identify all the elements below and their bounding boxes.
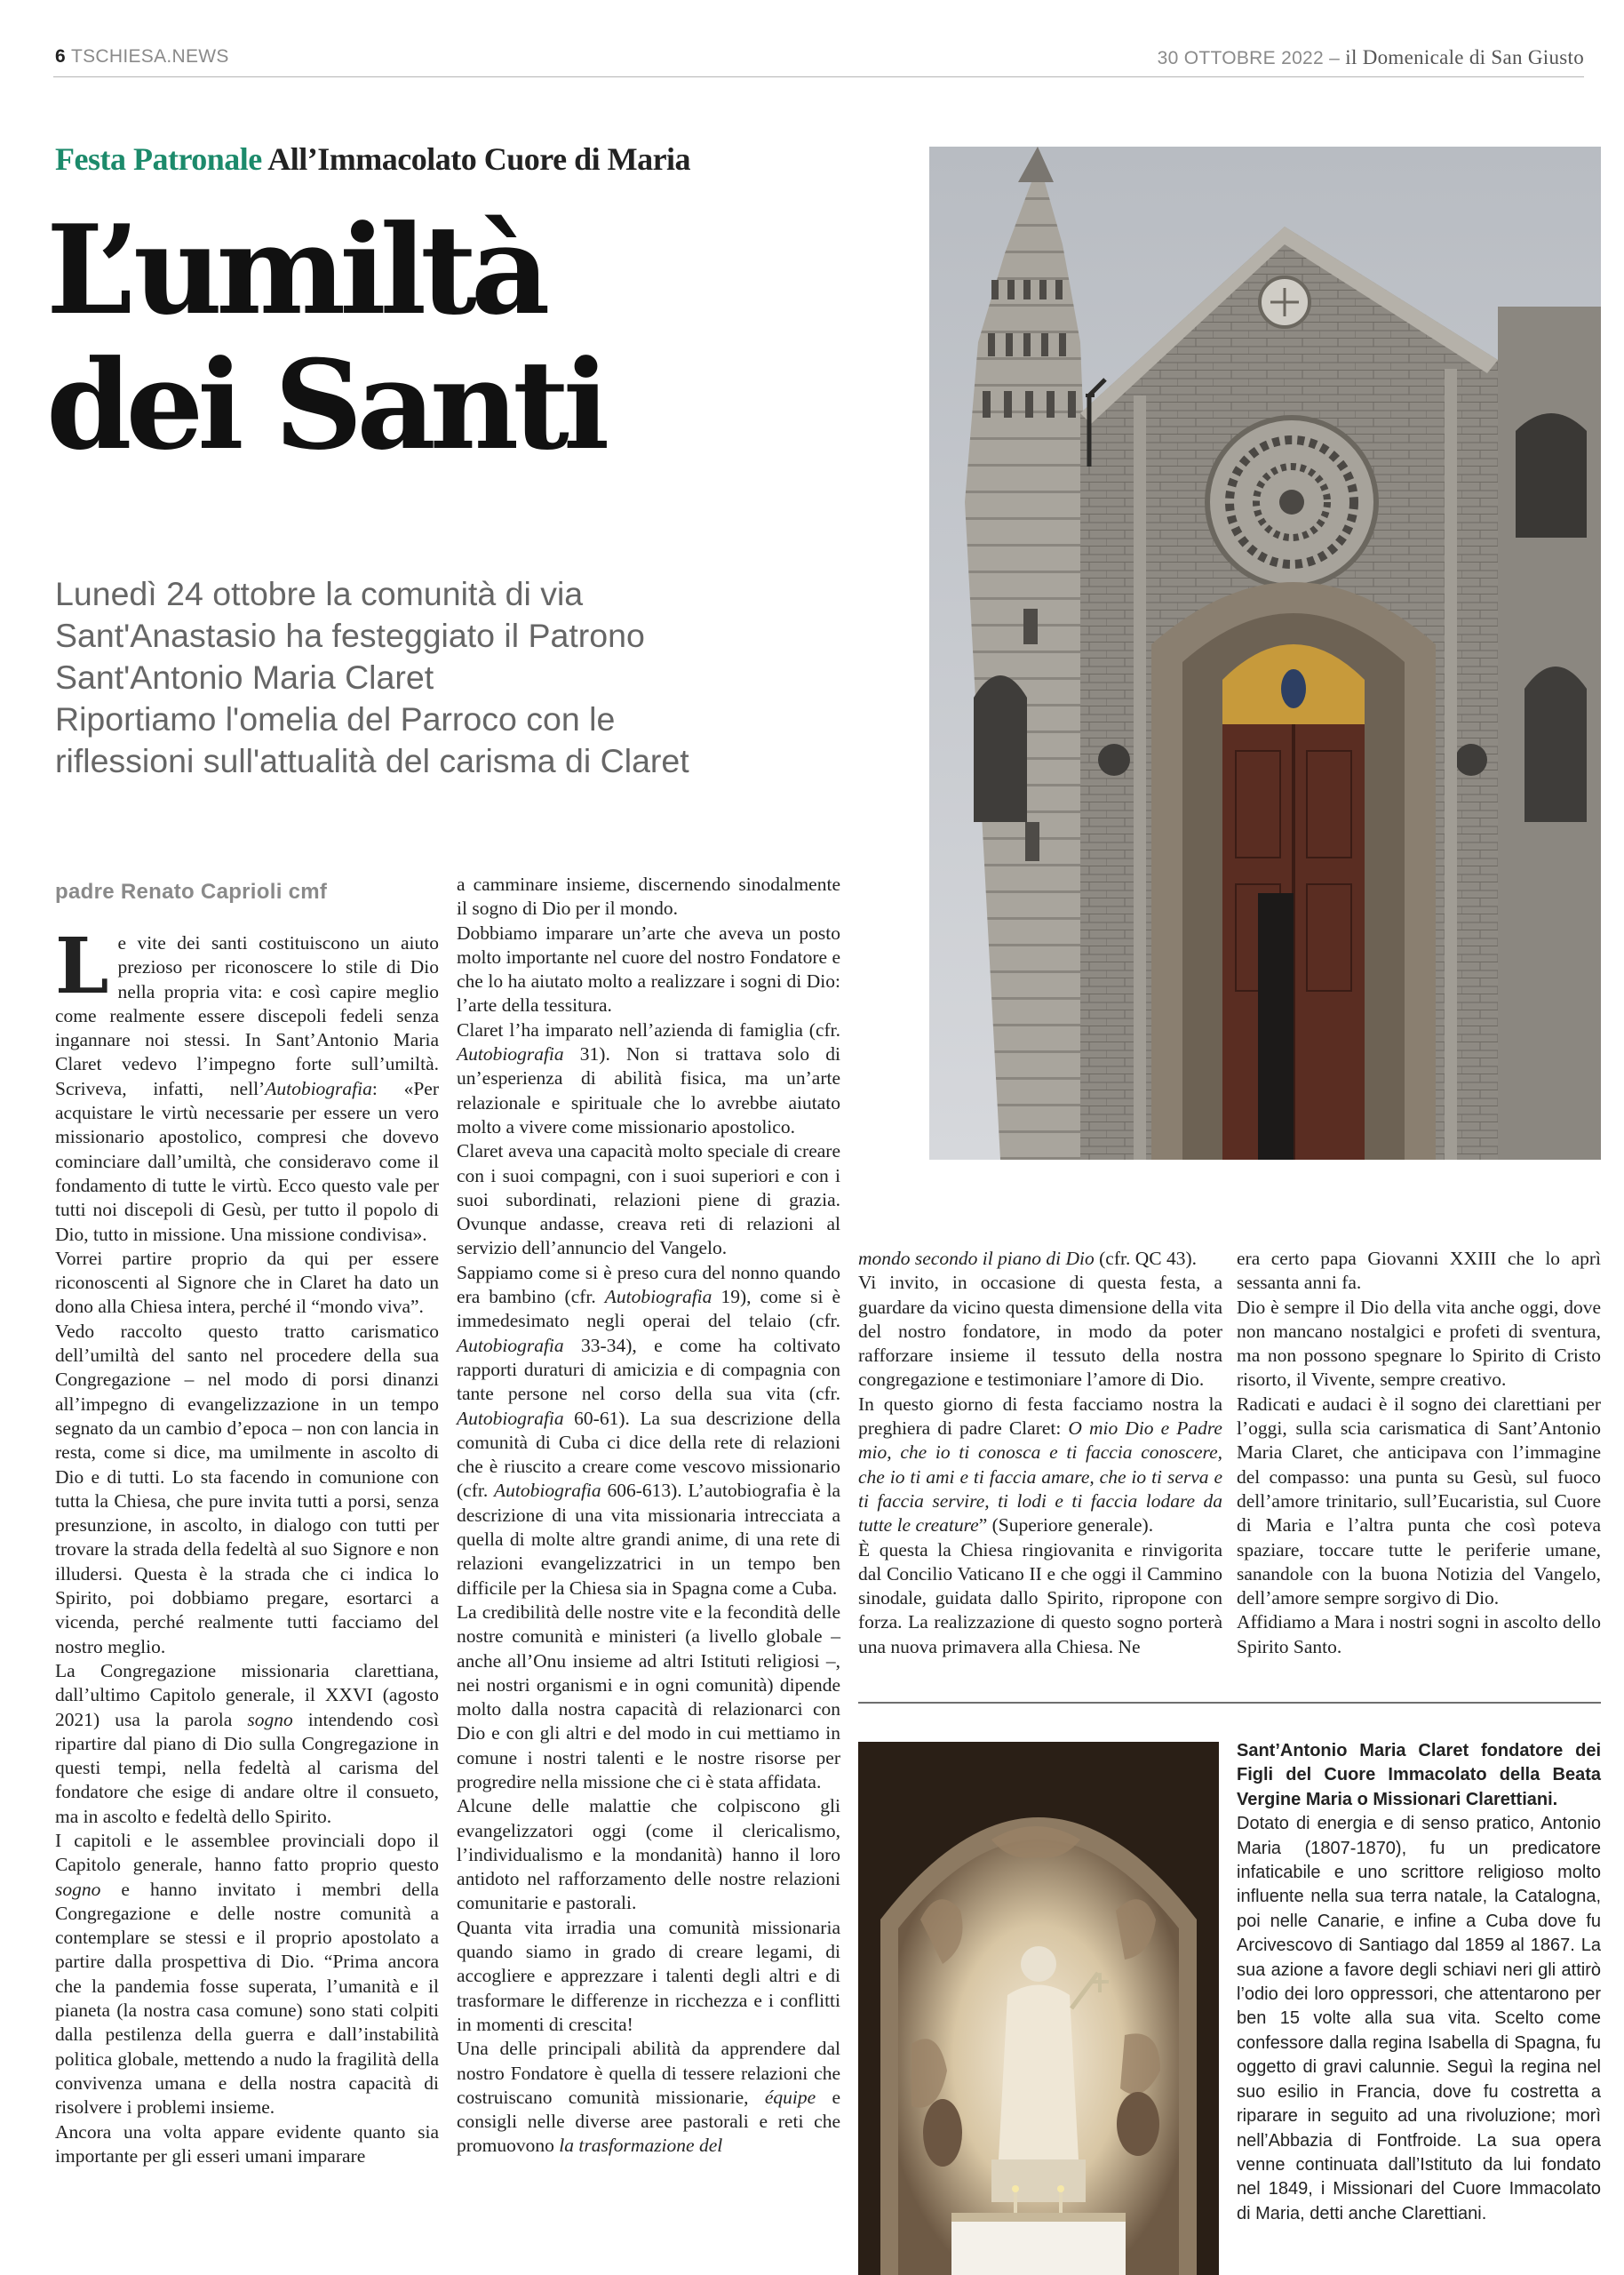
header-divider: [53, 76, 1584, 77]
paragraph: Dio è sempre il Dio della vita anche oggi, dove non mancano nostalgici e profeti di sventura, ma non possono spegnare lo Spirito di Cristo risorto, il Vivente, sempre creativo.: [1237, 1296, 1601, 1391]
subtitle-line: Lunedì 24 ottobre la comunità di via: [55, 575, 584, 612]
paragraph: I capitoli e le assemblee provinciali dopo il Capitolo generale, hanno fatto proprio questo sogno e hanno invitato i membri della Congregazione e delle nostre comunità a contemplare se stessi e il proprio apostolato a partire dalla prospettiva di Dio. “Prima ancora che la pandemia fosse superata, l’umanità e il pianeta (la nostra casa comune) sono stati colpiti dalla pestilenza della guerra e dall’instabilità politica globale, mettendo a nudo la fragilità della convivenza umana e della nostra capacità di risolvere i problemi insieme.: [55, 1829, 439, 2119]
paragraph: a camminare insieme, discernendo sinodalmente il sogno di Dio per il mondo.: [457, 874, 840, 920]
article-column-1: [55, 922, 440, 2168]
paragraph: Quanta vita irradia una comunità missionaria quando siamo in grado di creare legami, di accogliere e apprezzare i talenti degli altri e di trasformare le differenze in ricchezza e i conflitti in momenti di crescita!: [457, 1916, 840, 2035]
emphasis: Autobiografia: [604, 1286, 712, 1308]
article-subtitle: [55, 573, 837, 782]
paragraph: Vorrei partire proprio da qui per essere riconoscenti al Signore che in Claret ha dato un dono alla Chiesa intera, perché il “mondo viva”.: [55, 1247, 439, 1318]
paragraph: La Congregazione missionaria clarettiana, dall’ultimo Capitolo generale, il XXVI (agosto 2021) usa la parola sogno intendendo così ripartire dal piano di Dio sulla Congregazione in questi tempi, nella fedeltà al carisma del fondatore che esige di andare oltre il consueto, ma in ascolto e fedeltà dello Spirito.: [55, 1659, 439, 1827]
issue-date: 30 OTTOBRE 2022 –: [1157, 48, 1341, 68]
subtitle-line: riflessioni sull'attualità del carisma di Claret: [55, 742, 689, 779]
emphasis: mondo secondo il piano di Dio: [858, 1248, 1095, 1269]
paragraph: era certo papa Giovanni XXIII che lo aprì sessanta anni fa.: [1237, 1248, 1601, 1294]
page-number: 6: [55, 46, 66, 67]
paragraph: Vedo raccolto questo tratto carismatico dell’umiltà del santo nel procedere della sua Congregazione – nel modo di porsi dinanzi all’impegno di evangelizzazione in un tempo segnato da un cambio d’epoca – non con lancia in resta, come si dice, ma umilmente in ascolto di Dio e di tutti. Lo sta facendo in comunione con tutta la Chiesa, che pure invita tutti a porsi, senza presunzione, in ascolto, in dialogo con tutti per trovare la strada della fedeltà al suo Signore e non illudersi. Questa è la strada che ci indica lo Spirito, poi dobbiamo pregare, esortarci a vicenda, perché realmente tutti facciamo del nostro meglio.: [55, 1320, 439, 1657]
paragraph: È questa la Chiesa ringiovanita e rinvigorita dal Concilio Vaticano II e che oggi il Cammino sinodale, guidata dallo Spirito, ripropone con forza. La realizzazione di questo sogno porterà una nuova primavera alla Chiesa. Ne: [858, 1538, 1222, 1657]
kicker-topic: All’Immacolato Cuore di Maria: [267, 141, 691, 177]
subtitle-line: Sant'Anastasio ha festeggiato il Patrono: [55, 617, 645, 654]
paragraph: e vite dei santi costituiscono un aiuto prezioso per riconoscere lo stile di Dio nella propria vita: e così capire meglio come realmente essere discepoli fedeli senza ingannare noi stessi. In Sant’Antonio Maria Claret vedevo l’impegno forte sull’umiltà. Scriveva, infatti, nell’Autobiografia: «Per acquistare le virtù necessarie per essere un vero missionario apostolico, compresi che dovevo cominciare dall’umiltà, che consideravo come il fondamento di tutte le virtù. Ecco questo vale per tutti noi discepoli di Gesù, per tutto il popolo di Dio, tutto in missione. Una missione condivisa».: [55, 932, 440, 1245]
emphasis: sogno: [247, 1708, 293, 1730]
article-title: [46, 197, 846, 477]
paragraph: Sappiamo come si è preso cura del nonno quando era bambino (cfr. Autobiografia 19), come si è immedesimato negli operai del telaio (cfr. Autobiografia 33-34), e come ha coltivato rapporti duraturi di amicizia e di compagnia con tante persone nel corso della sua vita (cfr. Autobiografia 60-61). La sua descrizione della comunità di Cuba ci dice della rete di relazioni che è riuscito a creare come vescovo missionario (cfr. Autobiografia 606-613). L’autobiografia è la descrizione di una vita missionaria intrecciata a quella di molte altre grandi anime, di una rete di relazioni evangelizzatrici in un tempo ben difficile per la Chiesa sia in Spagna come a Cuba.: [457, 1261, 840, 1599]
paragraph: Claret aveva una capacità molto speciale di creare con i suoi compagni, con i suoi superiori e con i suoi subordinati, relazioni piene di grazia. Ovunque andasse, creava reti di relazioni al servizio dell’annuncio del Vangelo.: [457, 1140, 840, 1259]
paragraph: Una delle principali abilità da apprendere dal nostro Fondatore è quella di tessere relazioni che costruiscano comunità missionarie, équipe e consigli nelle diverse aree pastorali e reti che promuovono la trasformazione del: [457, 2038, 840, 2157]
paragraph: Vi invito, in occasione di questa festa, a guardare da vicino questa dimensione della vita del nostro fondatore, in modo da poter rafforzare insieme il tessuto della nostra congregazione e testimoniare l’amore di Dio.: [858, 1272, 1222, 1391]
title-line-1: L’umiltà: [46, 197, 545, 342]
kicker-section: Festa Patronale: [55, 141, 262, 177]
article-column-2: [457, 873, 840, 2159]
emphasis: sogno: [55, 1878, 101, 1900]
article-column-3: [858, 1247, 1222, 1659]
caption-body: Dotato di energia e di senso pratico, Antonio Maria (1807-1870), fu un predicatore infaticabile e uno scrittore religioso molto influente nella sua terra natale, la Catalogna, poi nelle Canarie, e infine a Cuba dove fu Arcivescovo di Santiago dal 1859 al 1867. La sua azione a favore degli schiavi neri gli attirò l’odio dei loro oppressori, che attentarono per ben 15 volte alla sua vita. Scelto come confessore dalla regina Isabella di Spagna, fu oggetto di gravi calunnie. Seguì la regina nel suo esilio in Francia, dove fu costretta a riparare in seguito ad una rivoluzione; morì nell’Abbazia di Fontfroide. La sua opera venne continuata dall’Istituto da lui fondato nel 1849, i Missionari del Cuore Immacolato di Maria, detti anche Clarettiani.: [1237, 1814, 1601, 2223]
drop-cap: L: [55, 922, 109, 1011]
emphasis: Autobiografia: [265, 1077, 372, 1099]
paragraph: In questo giorno di festa facciamo nostra la preghiera di padre Claret: O mio Dio e Padre mio, che io ti conosca e ti faccia conoscere, che io ti ami e ti faccia amare, che io ti serva e ti faccia servire, ti lodi e ti faccia lodare da tutte le creature” (Superiore generale).: [858, 1393, 1222, 1537]
emphasis: O mio Dio e Padre mio, che io ti conosca e ti faccia conoscere, che io ti ami e ti faccia amare, che io ti serva e ti faccia servire, ti lodi e ti faccia lodare da tutte le creature: [858, 1417, 1222, 1537]
paragraph: mondo secondo il piano di Dio (cfr. QC 43).: [858, 1248, 1197, 1269]
page-header-right: [1158, 46, 1584, 69]
title-line-2: dei Santi: [46, 332, 604, 477]
kicker: [55, 140, 690, 178]
paragraph: Radicati e audaci è il sogno dei clarettiani per l’oggi, sulla scia carismatica di Sant’Antonio Maria Claret, che anticipava con l’immagine del compasso: una punta su Gesù, sul fuoco dell’amore trinitario, sull’Eucaristia, sul Cuore di Maria e l’altra punta che così poteva spaziare, toccare tutte le periferie umane, sanandole con la buona Notizia del Vangelo, dell’amore sempre sorgivo di Dio.: [1237, 1393, 1601, 1609]
paragraph: Claret l’ha imparato nell’azienda di famiglia (cfr. Autobiografia 31). Non si trattava solo di un’esperienza di abilità fisica, ma un’arte relazionale e spirituale che lo avrebbe aiutato molto a vivere come missionario apostolico.: [457, 1018, 840, 1138]
paragraph: Ancora una volta appare evidente quanto sia importante per gli esseri umani imparare: [55, 2120, 439, 2167]
photo-caption: [1237, 1739, 1601, 2226]
church-photo: [929, 147, 1601, 1160]
subtitle-line: Sant'Antonio Maria Claret: [55, 659, 434, 696]
paragraph: Dobbiamo imparare un’arte che aveva un posto molto importante nel cuore del nostro Fondatore e che lo ha aiutato molto a realizzare i sogni di Dio: l’arte della tessitura.: [457, 922, 840, 1017]
saint-statue-photo: [858, 1742, 1219, 2275]
subtitle-line: Riportiamo l'omelia del Parroco con le: [55, 700, 616, 738]
article-column-4: [1237, 1247, 1601, 1659]
newspaper-name: il Domenicale di San Giusto: [1345, 46, 1584, 68]
emphasis: Autobiografia: [457, 1043, 564, 1066]
site-name[interactable]: TSCHIESA.NEWS: [70, 46, 229, 67]
article-author: padre Renato Caprioli cmf: [55, 880, 328, 904]
page-header-left: [55, 46, 229, 68]
paragraph: Alcune delle malattie che colpiscono gli evangelizzatori oggi (come il clericalismo, l’individualismo e la mondanità) hanno il loro antidoto nel rafforzamento delle nostre relazioni comunitarie e pastorali.: [457, 1795, 840, 1914]
emphasis: Autobiografia: [457, 1407, 564, 1429]
emphasis: équipe: [764, 2086, 816, 2108]
emphasis: la trasformazione del: [559, 2135, 723, 2157]
paragraph: Affidiamo a Mara i nostri sogni in ascolto dello Spirito Santo.: [1237, 1611, 1601, 1657]
caption-heading: Sant’Antonio Maria Claret fondatore dei Figli del Cuore Immacolato della Beata Vergine Maria o Missionari Clarettiani.: [1237, 1741, 1601, 1809]
emphasis: Autobiografia: [494, 1480, 601, 1502]
emphasis: Autobiografia: [457, 1334, 564, 1356]
section-divider: [858, 1702, 1601, 1704]
paragraph: La credibilità delle nostre vite e la fecondità delle nostre comunità e ministeri (a livello globale – anche all’Onu insieme ad altri Istituti religiosi –, nei nostri organismi e in ogni comunità) dipende molto dalla nostra capacità di relazionarci con Dio e con gli altri e del modo in cui mettiamo in comune i nostri talenti e le nostre risorse per progredire nella missione che ci è stata affidata.: [457, 1600, 840, 1792]
